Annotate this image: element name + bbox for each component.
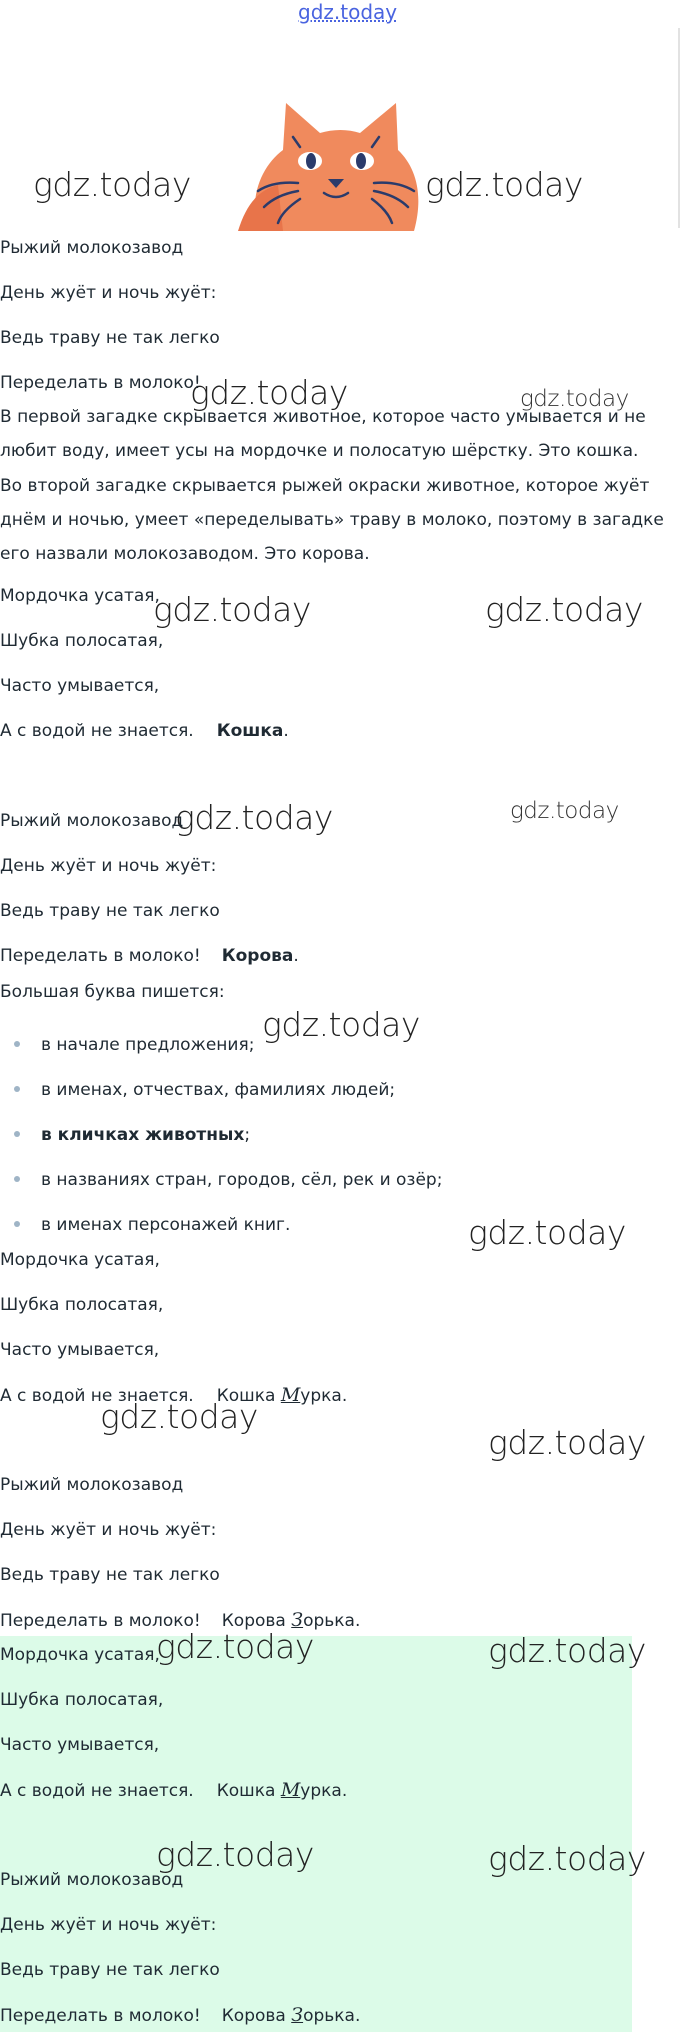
riddle-cat-line: Шубка полосатая,: [0, 631, 164, 651]
riddle-cat-line: Шубка полосатая,: [0, 1690, 164, 1710]
riddle-cow-line: День жуёт и ночь жуёт:: [0, 1915, 217, 1935]
riddle-cat-line: Часто умывается,: [0, 1340, 160, 1360]
riddle-cat-line: А с водой не знается. Кошка.: [0, 721, 289, 741]
riddle-cow-line: Ведь траву не так легко: [0, 1565, 220, 1585]
watermark: gdz.today: [425, 165, 583, 204]
riddle-cow-line: Рыжий молокозавод: [0, 1870, 184, 1890]
riddle-cow-line: Ведь траву не так легко: [0, 1960, 220, 1980]
riddle-cow-line: Ведь траву не так легко: [0, 328, 220, 348]
watermark: gdz.today: [488, 1631, 646, 1670]
rule-item: в начале предложения;: [41, 1035, 255, 1055]
riddle-cow-line: Переделать в молоко!: [0, 373, 201, 393]
watermark: gdz.today: [156, 1627, 314, 1666]
riddle-cat-line: Часто умывается,: [0, 676, 160, 696]
watermark: gdz.today: [485, 590, 643, 629]
riddle-cat-line: Мордочка усатая,: [0, 586, 160, 606]
watermark: gdz.today: [190, 373, 348, 412]
rule-title: Большая буква пишется:: [0, 982, 225, 1002]
rule-item: в именах персонажей книг.: [41, 1215, 291, 1235]
riddle-cat-line: А с водой не знается. Кошка Мурка.: [0, 1779, 348, 1801]
explanation-paragraph: Во второй загадке скрывается рыжей окраски животное, которое жуёт днём и ночью, умеет «переделывать» траву в молоко, поэтому в загадке его назвали молокозаводом. Это корова.: [0, 476, 664, 564]
riddle-cow-line: Переделать в молоко! Корова Зорька.: [0, 2004, 361, 2026]
bullet-dot: [14, 1041, 20, 1047]
site-link[interactable]: gdz.today: [298, 0, 398, 24]
watermark: gdz.today: [488, 1423, 646, 1462]
riddle-cow-line: Рыжий молокозавод: [0, 811, 184, 831]
rule-item: в именах, отчествах, фамилиях людей;: [41, 1080, 396, 1100]
riddle-cow-line: Рыжий молокозавод: [0, 238, 184, 258]
bullet-dot: [14, 1131, 20, 1137]
riddle-cow-line: Переделать в молоко! Корова Зорька.: [0, 1609, 361, 1631]
bullet-dot: [14, 1176, 20, 1182]
riddle-cat-line: Шубка полосатая,: [0, 1295, 164, 1315]
riddle-cow-line: День жуёт и ночь жуёт:: [0, 1520, 217, 1540]
bullet-dot: [14, 1086, 20, 1092]
riddle-cat-line: Часто умывается,: [0, 1735, 160, 1755]
watermark: gdz.today: [175, 798, 333, 837]
cat-illustration: [238, 95, 428, 231]
watermark: gdz.today: [520, 386, 629, 412]
rule-item: в названиях стран, городов, сёл, рек и озёр;: [41, 1170, 443, 1190]
watermark: gdz.today: [153, 590, 311, 629]
riddle-cow-line: Ведь траву не так легко: [0, 901, 220, 921]
rule-item: в кличках животных;: [41, 1125, 251, 1145]
riddle-cow-line: День жуёт и ночь жуёт:: [0, 283, 217, 303]
watermark: gdz.today: [156, 1835, 314, 1874]
watermark: gdz.today: [100, 1397, 258, 1436]
riddle-cow-line: Рыжий молокозавод: [0, 1475, 184, 1495]
riddle-cat-line: А с водой не знается. Кошка Мурка.: [0, 1384, 348, 1406]
watermark: gdz.today: [488, 1839, 646, 1878]
riddle-cat-line: Мордочка усатая,: [0, 1250, 160, 1270]
riddle-cow-line: Переделать в молоко! Корова.: [0, 946, 299, 966]
watermark: gdz.today: [33, 165, 191, 204]
watermark: gdz.today: [262, 1005, 420, 1044]
answer-cat: Кошка: [216, 721, 284, 741]
watermark: gdz.today: [510, 798, 619, 824]
riddle-cow-line: День жуёт и ночь жуёт:: [0, 856, 217, 876]
answer-cow: Корова: [221, 946, 294, 966]
watermark: gdz.today: [468, 1213, 626, 1252]
bullet-dot: [14, 1221, 20, 1227]
riddle-cat-line: Мордочка усатая,: [0, 1645, 160, 1665]
explanation-paragraph: В первой загадке скрывается животное, которое часто умывается и не любит воду, имеет усы на мордочке и полосатую шёрстку. Это кошка.: [0, 407, 646, 461]
